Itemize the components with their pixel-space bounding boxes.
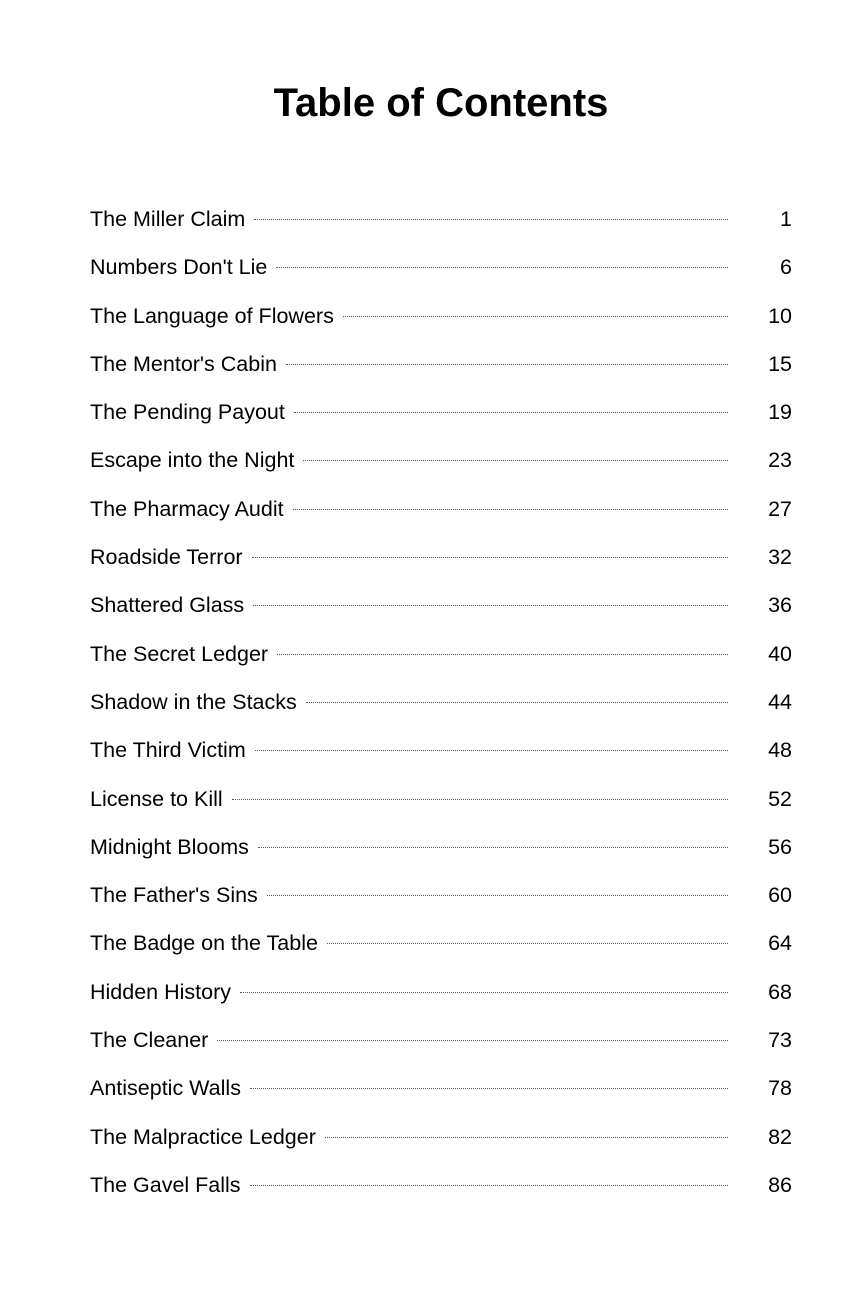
dot-leader: [232, 799, 728, 800]
toc-entry-title: The Pending Payout: [90, 400, 285, 425]
toc-entry[interactable]: [90, 731, 792, 779]
toc-page-number: 19: [768, 400, 792, 425]
dot-leader: [277, 654, 728, 655]
dot-leader: [343, 316, 728, 317]
toc-page-number: 40: [768, 641, 792, 666]
toc-entry-title: The Cleaner: [90, 1028, 209, 1053]
dot-leader: [325, 1137, 728, 1138]
dot-leader: [250, 1088, 728, 1089]
toc-entry-title: Numbers Don't Lie: [90, 255, 268, 280]
toc-page-number: 60: [768, 883, 792, 908]
toc-entry-title: The Third Victim: [90, 738, 246, 763]
toc-list: [90, 200, 792, 1214]
dot-leader: [217, 1040, 728, 1041]
toc-page-number: 82: [768, 1124, 792, 1149]
toc-entry-title: The Malpractice Ledger: [90, 1124, 316, 1149]
toc-page-number: 56: [768, 834, 792, 859]
toc-page-number: 68: [768, 979, 792, 1004]
page-title: Table of Contents: [273, 81, 609, 125]
toc-entry[interactable]: [90, 248, 792, 296]
toc-entry[interactable]: [90, 924, 792, 972]
dot-leader: [276, 267, 728, 268]
toc-page-number: 1: [780, 207, 792, 231]
dot-leader: [258, 847, 728, 848]
toc-page-number: 15: [768, 351, 792, 376]
toc-entry[interactable]: [90, 1069, 792, 1117]
dot-leader: [252, 557, 728, 558]
dot-leader: [294, 412, 728, 413]
toc-entry-title: The Badge on the Table: [90, 931, 318, 956]
dot-leader: [303, 460, 728, 461]
toc-page-number: 27: [768, 496, 792, 521]
toc-entry-title: The Gavel Falls: [90, 1172, 241, 1197]
toc-page-number: 86: [768, 1172, 792, 1197]
dot-leader: [293, 509, 728, 510]
dot-leader: [240, 992, 728, 993]
toc-entry-title: The Father's Sins: [90, 883, 258, 908]
toc-entry-title: The Secret Ledger: [90, 641, 269, 666]
toc-entry[interactable]: [90, 828, 792, 876]
dot-leader: [327, 943, 728, 944]
toc-entry[interactable]: [90, 538, 792, 586]
toc-entry[interactable]: [90, 973, 792, 1021]
dot-leader: [254, 219, 728, 220]
dot-leader: [255, 750, 728, 751]
toc-entry[interactable]: [90, 876, 792, 924]
dot-leader: [306, 702, 728, 703]
toc-entry-title: License to Kill: [90, 786, 223, 811]
toc-page-number: 44: [768, 689, 792, 714]
toc-entry[interactable]: [90, 586, 792, 634]
toc-page-number: 6: [780, 255, 792, 280]
toc-page-number: 10: [768, 303, 792, 328]
toc-entry-title: The Language of Flowers: [90, 303, 334, 328]
toc-page-number: 36: [768, 593, 792, 618]
toc-entry-title: Shadow in the Stacks: [90, 689, 297, 714]
toc-entry[interactable]: [90, 490, 792, 538]
toc-page-number: 48: [768, 738, 792, 763]
toc-entry-title: The Mentor's Cabin: [90, 351, 277, 376]
dot-leader: [253, 605, 728, 606]
toc-entry-title: Midnight Blooms: [90, 834, 249, 859]
toc-entry[interactable]: [90, 683, 792, 731]
toc-entry-title: The Pharmacy Audit: [90, 496, 284, 521]
toc-entry[interactable]: [90, 393, 792, 441]
toc-entry-title: Shattered Glass: [90, 593, 245, 618]
toc-page-number: 32: [768, 545, 792, 570]
toc-entry-title: The Miller Claim: [90, 207, 246, 231]
dot-leader: [286, 364, 728, 365]
toc-entry[interactable]: [90, 780, 792, 828]
toc-page-number: 73: [768, 1028, 792, 1053]
toc-page-number: 64: [768, 931, 792, 956]
toc-entry[interactable]: [90, 635, 792, 683]
toc-entry[interactable]: [90, 200, 792, 248]
toc-entry[interactable]: [90, 345, 792, 393]
toc-entry[interactable]: [90, 441, 792, 489]
toc-page-number: 78: [768, 1076, 792, 1101]
toc-entry-title: Escape into the Night: [90, 448, 295, 473]
toc-entry[interactable]: [90, 1118, 792, 1166]
toc-page-number: 52: [768, 786, 792, 811]
toc-entry[interactable]: [90, 1021, 792, 1069]
toc-entry-title: Antiseptic Walls: [90, 1076, 241, 1101]
toc-entry[interactable]: [90, 297, 792, 345]
toc-page-number: 23: [768, 448, 792, 473]
toc-entry[interactable]: [90, 1166, 792, 1214]
toc-entry-title: Hidden History: [90, 979, 231, 1004]
dot-leader: [250, 1185, 728, 1186]
toc-entry-title: Roadside Terror: [90, 545, 243, 570]
dot-leader: [267, 895, 728, 896]
